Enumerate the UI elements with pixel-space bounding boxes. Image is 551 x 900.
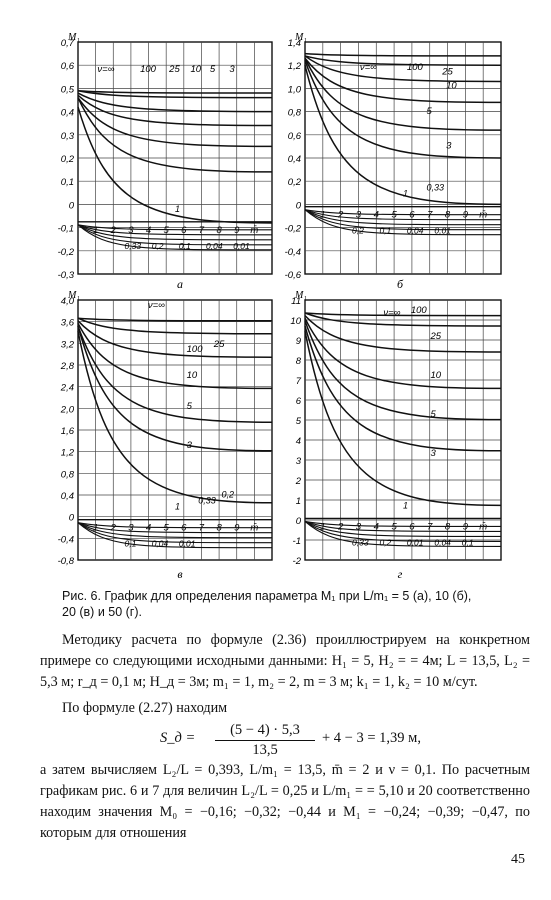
panel-1-ytick: 0,1 [60, 177, 74, 189]
panel-4-curve-label: 100 [410, 305, 427, 316]
panel-3-neg-label: 0,01 [178, 538, 196, 549]
panel-4-curve [305, 316, 501, 352]
panel-4-xtick: 5 [391, 521, 397, 533]
panel-3-ytick: -0,4 [57, 534, 74, 546]
panel-2-ytick: 0,4 [287, 154, 301, 165]
panel-3-xtick: 5 [163, 522, 169, 534]
panel-3-xtick: 4 [145, 522, 152, 534]
panel-3-ytick: 3,6 [60, 317, 74, 329]
panel-1-curve-label: 1 [175, 203, 181, 214]
panel-2-xtick: 6 [409, 209, 415, 221]
panel-4-ytick: -1 [292, 536, 301, 547]
panel-3-xtick: 3 [128, 522, 134, 534]
panel-4-xtick: 4 [373, 521, 379, 533]
panel-1-curve-label: 3 [229, 64, 235, 76]
panel-4-ytick: 1 [295, 496, 301, 507]
panel-3-ytick: 3,2 [60, 339, 74, 351]
paragraph-3: а затем вычисляем L₂/L = 0,393, L/m₁ = 13,5, m̄ = 2 и ν = 0,1. По расчетным графикам рис. 6 и 7 для величин L₂/L = 0,25 и L/m₁ = = 5,10 и 20 соответственно находим значения M₀ = −0,16; −0,32; −0,44 и M₁ = −0,24; −0,39; −0,47, по которым для отношения [40, 762, 530, 841]
panel-2-neg-curve [305, 210, 501, 235]
panel-3-xtick: 9 [234, 522, 240, 534]
panel-3-xtick: 1 [92, 522, 99, 534]
panel-4-xtick: 9 [462, 521, 469, 533]
panel-1-xtick: 6 [181, 224, 187, 236]
panel-4-ytick: 10 [290, 316, 301, 327]
panel-2-ylabel: M₁ [295, 32, 307, 43]
panel-2-curve-label: 3 [446, 140, 452, 152]
panel-1-xtick: 2 [110, 224, 116, 236]
panel-1-ytick: 0,7 [60, 38, 74, 49]
panel-2-xtick: 2 [337, 209, 344, 221]
panel-2-xtick: m̄ [479, 209, 488, 221]
panel-2-curve-label: 100 [406, 61, 423, 73]
panel-1-curve-label: ν=∞ [97, 64, 115, 76]
panel-1-neg-label: 0,2 [151, 240, 164, 251]
panel-3-curve-label: 100 [186, 344, 203, 355]
panel-4-neg-curve [305, 521, 501, 526]
panel-2-curve [305, 58, 501, 130]
paragraph-2: По формуле (2.27) находим [62, 700, 228, 716]
panel-1-curve-label: 25 [169, 64, 180, 76]
panel-1-neg-label: 0,33 [124, 240, 142, 251]
panel-1-ytick: -0,2 [57, 246, 74, 258]
formula-sd [0, 722, 551, 762]
panel-2-curve-label: 5 [426, 105, 432, 117]
panel-1-ytick: -0,1 [57, 223, 74, 235]
panel-4-letter: г [397, 567, 403, 581]
panel-1-ytick: 0,4 [60, 107, 74, 119]
panel-3-curve-label: ν=∞ [147, 299, 165, 311]
figure-caption [62, 588, 532, 620]
panel-2-xtick: 3 [355, 209, 362, 221]
panel-3-ytick: 2,8 [60, 361, 74, 372]
panel-1-ytick: -0,3 [57, 270, 74, 281]
panel-1-xtick: 3 [128, 224, 134, 236]
panel-2-neg-label: 0,01 [434, 225, 451, 236]
panel-4-curve-label: 3 [430, 448, 436, 459]
panel-3-xtick: m̄ [250, 522, 259, 534]
panel-3-ytick: -0,8 [57, 556, 74, 567]
panel-4-ytick: 8 [295, 356, 301, 367]
panel-1-neg-label: 0,1 [178, 240, 191, 251]
panel-3-curve [78, 326, 272, 422]
panel-1-xtick: 5 [163, 224, 169, 236]
panel-2-ytick: -0,6 [284, 270, 301, 281]
panel-4-ytick: -2 [292, 556, 301, 567]
panel-1-curve-label: 10 [190, 64, 202, 76]
panel-1-ytick: 0,5 [60, 84, 74, 96]
panel-4-curve-label: 25 [430, 331, 442, 342]
panel-3-curve [78, 318, 272, 321]
formula-fraction [215, 722, 315, 759]
panel-4-curve [305, 313, 501, 316]
panel-3-ytick: 4,0 [60, 296, 74, 307]
panel-2-neg-curve [305, 210, 501, 215]
panel-3-ytick: 2,4 [60, 382, 74, 394]
panel-3-ytick: 0 [68, 512, 74, 524]
panel-4-ylabel: M₁ [295, 290, 307, 301]
panel-2-curve-label: 10 [446, 80, 457, 92]
panel-2-curve-label: 1 [403, 188, 409, 199]
panel-1-xtick: m̄ [250, 224, 259, 236]
panel-2-ytick: 0,2 [287, 177, 301, 189]
panel-1-ytick: 0,3 [60, 130, 74, 142]
panel-2-xtick: 4 [373, 209, 379, 221]
panel-4-ytick: 4 [295, 436, 301, 447]
panel-3-xtick: 7 [198, 522, 205, 534]
panel-4-ytick: 5 [295, 416, 301, 427]
panel-2-ytick: 1,0 [287, 84, 301, 96]
panel-2-curve-label: 25 [442, 66, 453, 78]
panel-3-neg-curve [78, 523, 272, 528]
panel-2-neg-label: 0,04 [406, 225, 424, 236]
panel-3-curve-label: 10 [186, 370, 198, 381]
formula-lhs: S_д = [160, 730, 196, 746]
panel-4-xtick: 7 [427, 521, 433, 533]
panel-2-ytick: 1,4 [287, 38, 301, 49]
panel-3-curve-label: 5 [186, 401, 192, 413]
panel-1-xtick: 1 [92, 224, 99, 236]
panel-1-xtick: 9 [234, 224, 240, 236]
panel-3-ytick: 1,6 [60, 426, 74, 437]
panel-1-neg-label: 0,04 [206, 240, 223, 251]
panel-1-curve-label: 5 [209, 64, 216, 76]
panel-4-curve-label: ν=∞ [383, 307, 401, 319]
panel-4-ytick: 7 [295, 376, 301, 387]
panel-3-curve-label: 25 [213, 338, 225, 350]
formula-denominator: 13,5 [252, 742, 278, 758]
panel-1-letter: а [177, 277, 183, 291]
panel-2-ytick: 1,2 [287, 61, 301, 73]
panel-4-ytick: 3 [295, 456, 301, 467]
panel-4-xtick: 1 [320, 521, 326, 533]
panel-3-curve-label: 3 [186, 440, 192, 452]
panel-2-xtick: 8 [444, 209, 451, 221]
panel-4-xtick: 8 [444, 521, 451, 533]
panel-1-neg-label: 0,01 [233, 240, 250, 251]
panel-3-ytick: 0,4 [60, 491, 74, 502]
panel-4-curve-label: 5 [430, 409, 436, 420]
panel-2-neg-label: 0,2 [352, 225, 364, 236]
panel-3-ytick: 2,0 [60, 404, 74, 416]
panel-2-ytick: 0 [295, 200, 301, 212]
panel-3-neg-curve [78, 523, 272, 548]
panel-3-ytick: 1,2 [60, 447, 74, 459]
caption-line-1: Рис. 6. График для определения параметра M₁ при L/m₁ = 5 (а), 10 (б), [62, 589, 472, 603]
paragraph-1: Методику расчета по формуле (2.36) проиллюстрируем на конкретном примере со следующими исходными данными: H₁ = 5, H₂ = = 4м; L = 13,5, L₂ = 5,3 м; r_д = 0,1 м; H_д = 3м; m₁ = 1, m₂ = 2, m = 3 м; k₁ = 1, k₂ = 10 м/сут. [40, 632, 530, 690]
panel-4-curve-label: 10 [430, 370, 442, 381]
panel-1-ylabel: M₁ [68, 32, 80, 43]
panel-4-neg-label: 0,2 [379, 537, 392, 548]
panel-2-curve [305, 56, 501, 65]
panel-2-xtick: 7 [427, 209, 433, 221]
panel-4-curve-label: 1 [403, 500, 409, 511]
panel-2-curve [305, 54, 501, 56]
panel-2-ytick: 0,6 [287, 130, 301, 142]
panel-4-ytick: 9 [295, 336, 301, 347]
panel-4-neg-label: 0,33 [352, 537, 369, 548]
panel-1-xtick: 8 [216, 224, 222, 236]
panel-1-xtick: 4 [145, 224, 152, 236]
panel-3-xtick: 8 [216, 522, 222, 534]
panel-4-xtick: 6 [409, 521, 415, 533]
panel-2-curve-label: 0,33 [426, 182, 445, 193]
panel-3-letter: в [177, 567, 183, 581]
panel-3-ylabel: M₁ [68, 290, 80, 301]
formula-rhs: + 4 − 3 = 1,39 м, [322, 730, 421, 746]
panel-2-xtick: 5 [391, 209, 397, 221]
panel-1-ytick: 0 [68, 200, 74, 212]
panel-1-ytick: 0,2 [60, 154, 74, 165]
panel-4-neg-label: 0,04 [434, 537, 451, 548]
panel-4-neg-label: 0,01 [406, 537, 424, 548]
panel-3-curve-label: 0,2 [221, 489, 235, 500]
panel-4-neg-label: 0,1 [461, 537, 474, 548]
formula-numerator: (5 − 4) · 5,3 [215, 722, 315, 741]
panel-1-ytick: 0,6 [60, 61, 74, 73]
panel-2-xtick: 1 [320, 209, 326, 221]
panel-2-ytick: -0,2 [284, 223, 301, 235]
panel-1-curve [78, 91, 272, 93]
panel-2-curve-label: ν=∞ [359, 61, 377, 73]
panel-1-curve [78, 93, 272, 112]
panel-2-ytick: 0,8 [287, 107, 301, 119]
page-number: 45 [511, 852, 525, 867]
panel-2-ytick: -0,4 [284, 246, 301, 258]
panel-3-neg-label: 0,1 [124, 538, 137, 549]
panel-2-letter: б [396, 277, 404, 291]
panel-2-xtick: 9 [462, 209, 469, 221]
panel-1-xtick: 7 [198, 224, 205, 236]
panel-3-xtick: 2 [110, 522, 116, 534]
panel-4-ytick: 11 [291, 296, 301, 307]
panel-3-curve-label: 0,33 [198, 495, 216, 506]
panel-2-neg-label: 0,1 [379, 225, 392, 236]
panel-4-ytick: 2 [295, 476, 301, 487]
caption-line-2: 20 (в) и 50 (г). [62, 605, 143, 619]
panel-4-ytick: 6 [295, 396, 301, 407]
panel-4-xtick: 2 [337, 521, 344, 533]
panel-2-curve [305, 56, 501, 82]
panel-4-xtick: 3 [355, 521, 362, 533]
panel-4-ytick: 0 [295, 516, 301, 527]
panel-4-xtick: m̄ [479, 521, 488, 533]
panel-1-curve-label: 100 [140, 64, 156, 76]
panel-3-ytick: 0,8 [60, 469, 74, 481]
panel-3-curve-label: 1 [175, 501, 181, 512]
panel-3-neg-label: 0,04 [151, 538, 169, 549]
panel-3-xtick: 6 [181, 522, 187, 534]
